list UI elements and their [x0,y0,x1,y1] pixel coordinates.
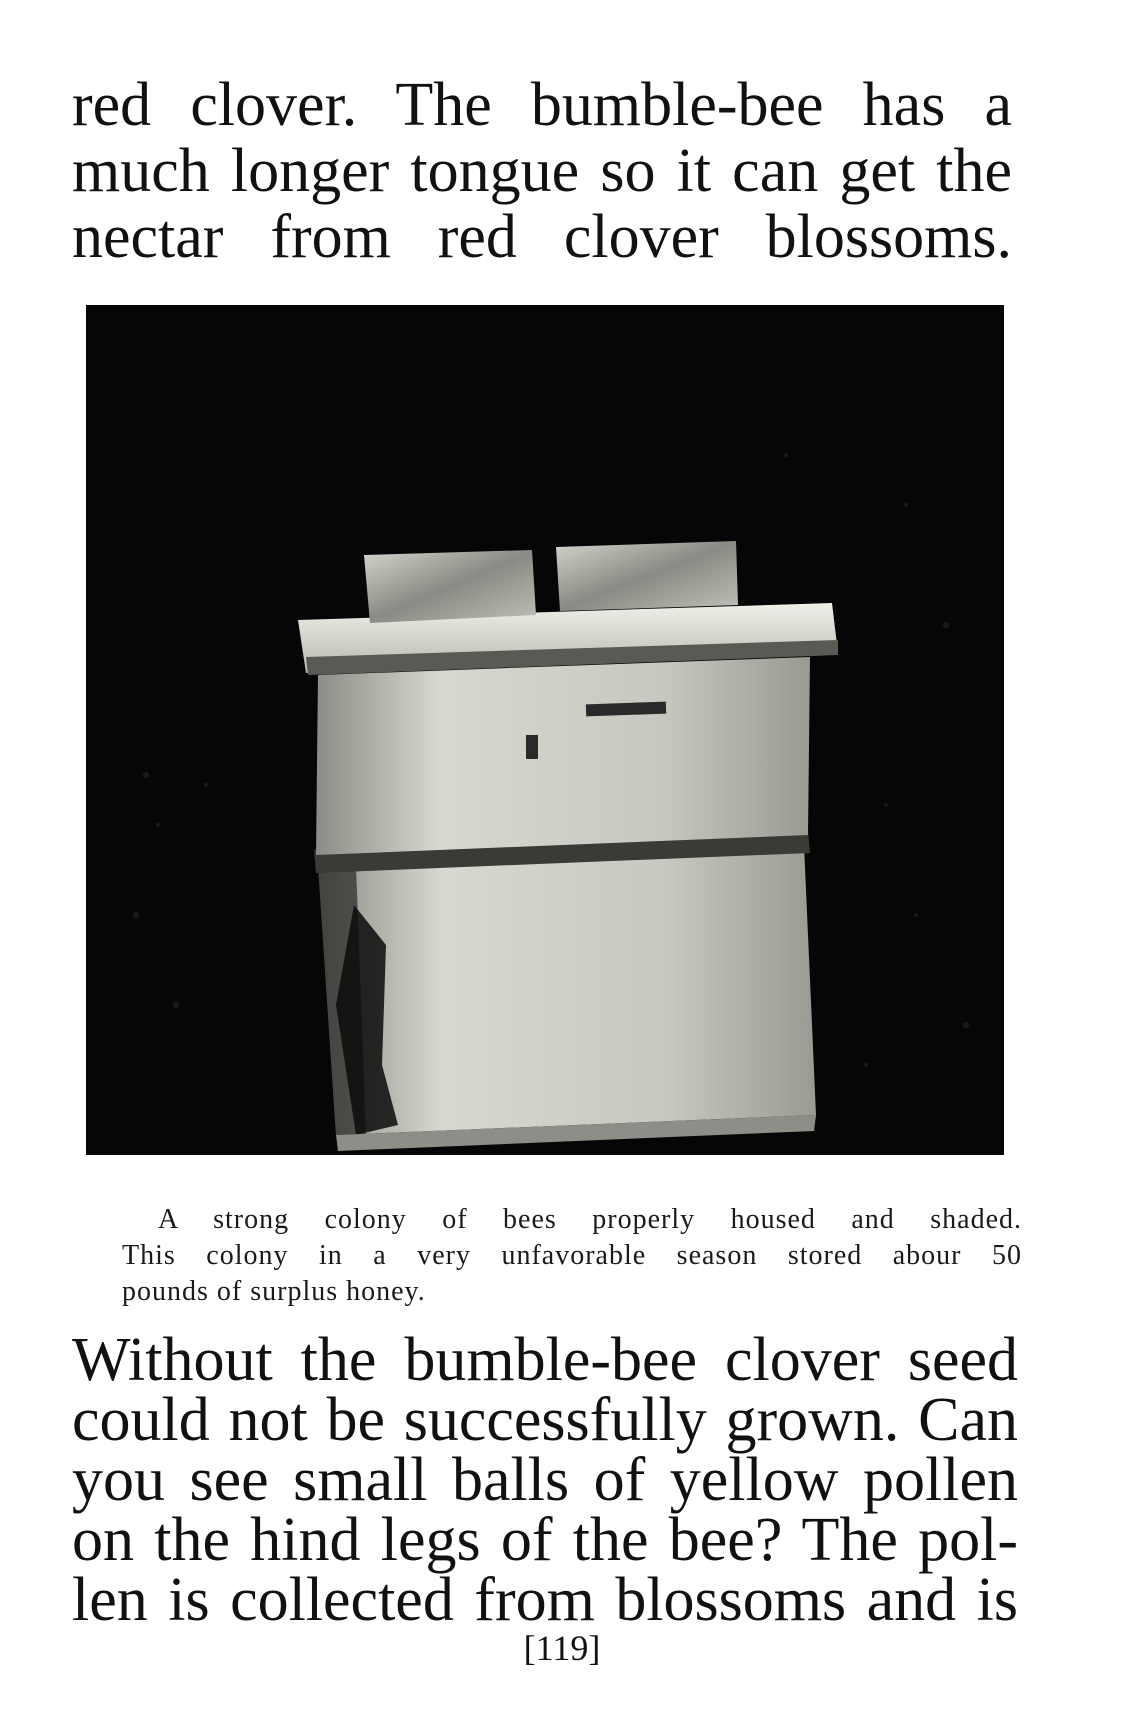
text-line: Without the bumble-bee clover seed [72,1326,1018,1394]
text-line: on the hind legs of the bee? The pol- [72,1506,1018,1574]
upper-hive-box [316,657,810,855]
beehive-illustration [86,305,1004,1155]
text-line: much longer tongue so it can get the [72,137,1012,205]
text-line: red clover. The bumble-bee has a [72,71,1012,139]
text-line: could not be successfully grown. Can [72,1386,1018,1454]
caption-line: This colony in a very unfavorable season stored abour 50 [122,1240,1022,1271]
hive-mark [526,735,538,759]
lower-hive-box [318,845,816,1135]
brick-right [556,541,738,611]
brick-left [364,550,536,623]
photo-caption [122,1202,1022,1310]
top-paragraph [72,72,1012,270]
bottom-paragraph [72,1326,1018,1634]
page-number: [119] [523,1628,601,1668]
caption-line: pounds of surplus honey. [122,1276,426,1307]
beehive-photo [86,305,1004,1155]
text-line: nectar from red clover blossoms. [72,203,1012,271]
caption-line: A strong colony of bees properly housed and shaded. [158,1204,1022,1235]
text-line: len is collected from blossoms and is [72,1566,1018,1634]
text-line: you see small balls of yellow pollen [72,1446,1018,1514]
